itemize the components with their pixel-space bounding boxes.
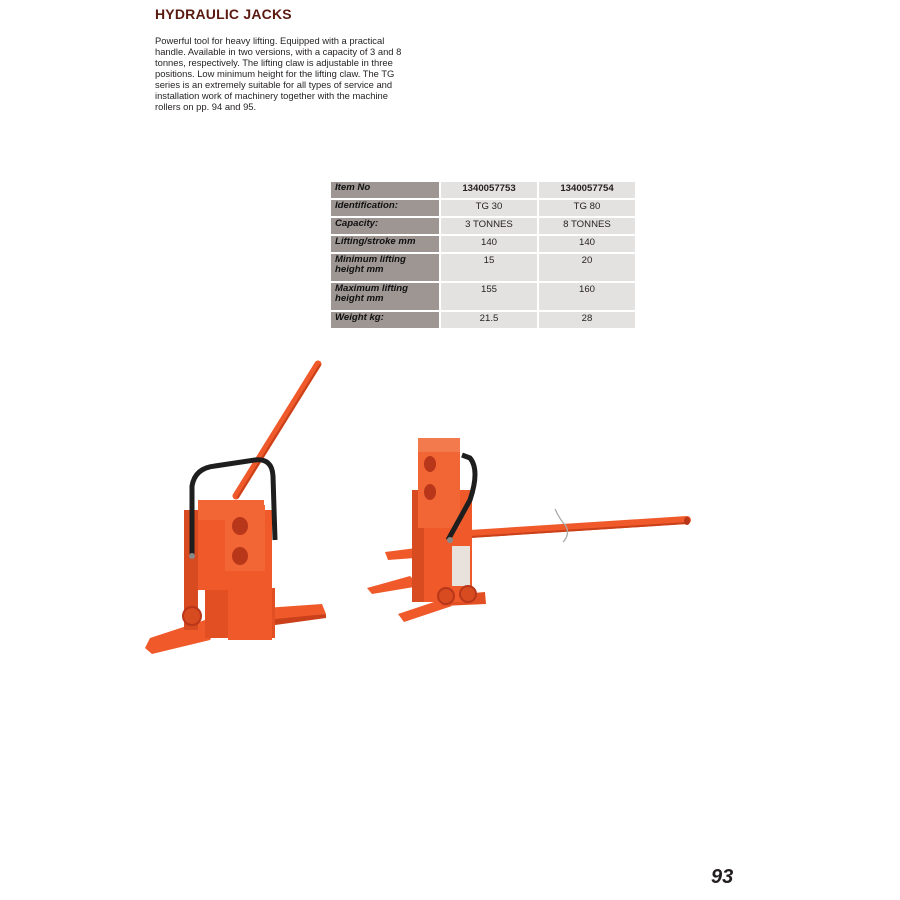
page-title: HYDRAULIC JACKS [155,6,292,22]
table-row [331,283,635,310]
table-row [331,182,635,198]
cell-value: 140 [441,236,537,252]
cell-value: 3 TONNES [441,218,537,234]
cell-value: 1340057754 [539,182,635,198]
row-label: Item No [331,182,439,198]
page-number: 93 [711,866,734,888]
spec-table [329,180,637,330]
row-label: Identification: [331,200,439,216]
row-label: Minimum lifting height mm [331,254,439,281]
cell-value: 20 [539,254,635,281]
table-row [331,218,635,234]
jack-tg80-image [367,438,690,622]
cell-value: 28 [539,312,635,328]
cell-value: 8 TONNES [539,218,635,234]
row-label: Weight kg: [331,312,439,328]
table-row [331,312,635,328]
cell-value: TG 80 [539,200,635,216]
cell-value: 140 [539,236,635,252]
table-row [331,200,635,216]
cell-value: 15 [441,254,537,281]
table-row [331,236,635,252]
product-photo [0,340,900,680]
cell-value: 21.5 [441,312,537,328]
cell-value: TG 30 [441,200,537,216]
cell-value: 1340057753 [441,182,537,198]
row-label: Lifting/stroke mm [331,236,439,252]
jack-tg30-image [145,364,326,654]
product-description: Powerful tool for heavy lifting. Equipped with a practical handle. Available in two versions, with a capacity of 3 and 8 tonnes, respectively. The lifting claw is adjustable in three positions. Low minimum height for the lifting claw. The TG series is an extremely suitable for all types of service and installation work of machinery together with the machine rollers on pp. 94 and 95. [155,35,402,112]
row-label: Capacity: [331,218,439,234]
row-label: Maximum lifting height mm [331,283,439,310]
cell-value: 155 [441,283,537,310]
table-row [331,254,635,281]
cell-value: 160 [539,283,635,310]
